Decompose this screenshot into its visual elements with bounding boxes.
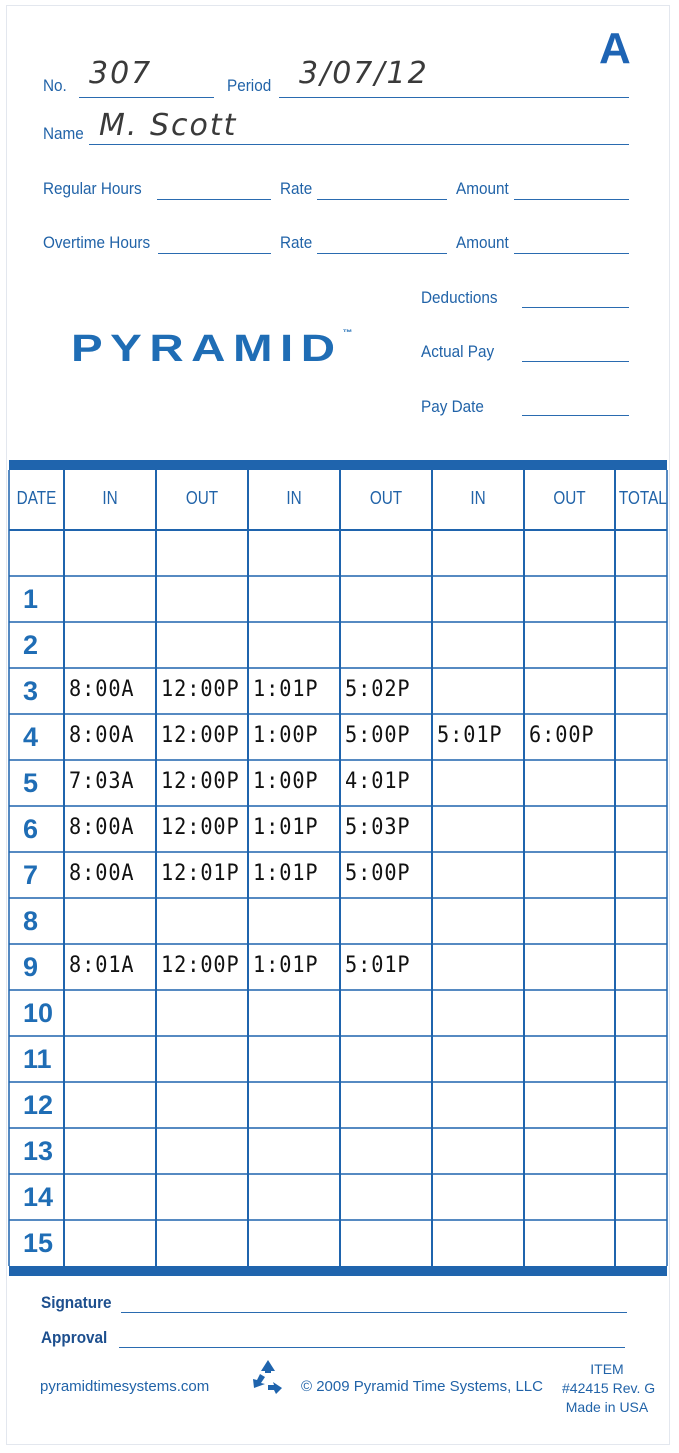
row-date: 15 [23,1228,54,1258]
table-bottom-band [9,1266,667,1276]
deductions-label: Deductions [421,288,498,307]
row-date: 8 [23,906,39,936]
punch-time-cell: 5:01P [345,953,411,978]
signature-line [121,1312,627,1313]
row-date: 9 [23,952,39,982]
approval-line [119,1347,625,1348]
logo-text: PYRAMID [71,328,343,370]
punch-time-cell: 5:01P [437,723,503,748]
logo-trademark: ™ [342,328,353,337]
header-in-1: IN [102,488,118,508]
row-date: 3 [23,676,39,706]
actual-pay-line [522,361,629,362]
pay-date-label: Pay Date [421,397,484,416]
punch-time-cell: 5:00P [345,861,411,886]
row-date: 11 [23,1044,52,1074]
row-date: 10 [23,998,54,1028]
row-date: 6 [23,814,39,844]
header-in-3: IN [470,488,486,508]
regular-hours-label: Regular Hours [43,179,142,198]
item-line-2: #42415 Rev. G [562,1380,656,1396]
actual-pay-label: Actual Pay [421,342,495,361]
overtime-rate-line [317,253,447,254]
row-date: 2 [23,630,39,660]
header-out-2: OUT [369,488,403,508]
overtime-amount-line [514,253,629,254]
card-letter: A [599,24,631,73]
punch-time-cell: 12:00P [161,815,240,840]
approval-label: Approval [41,1328,108,1347]
punch-time-cell: 1:01P [253,677,319,702]
punch-time-cell: 8:01A [69,953,135,978]
item-line-1: ITEM [590,1361,624,1377]
header-date: DATE [16,488,57,508]
number-line [79,97,214,98]
period-label: Period [227,76,272,95]
punch-time-cell: 1:00P [253,769,319,794]
punch-time-cell: 8:00A [69,723,135,748]
regular-rate-line [317,199,447,200]
name-label: Name [43,124,84,143]
item-line-3: Made in USA [565,1399,649,1415]
deductions-line [522,307,629,308]
punch-time-cell: 5:02P [345,677,411,702]
overtime-hours-label: Overtime Hours [43,233,151,252]
recycle-icon [248,1358,288,1401]
header-total: TOTAL [618,488,667,508]
row-date: 12 [23,1090,54,1120]
overtime-amount-label: Amount [456,233,509,252]
row-date: 13 [23,1136,54,1166]
item-block [562,1360,656,1417]
row-date: 4 [23,722,39,752]
punch-time-cell: 8:00A [69,815,135,840]
punch-time-cell: 6:00P [529,723,595,748]
row-date: 7 [23,860,39,890]
punch-time-cell: 1:01P [253,861,319,886]
name-value: M. Scott [99,108,238,143]
name-line [89,144,629,145]
punch-time-cell: 1:00P [253,723,319,748]
number-label: No. [43,76,67,95]
regular-amount-label: Amount [456,179,509,198]
punch-time-cell: 8:00A [69,861,135,886]
punch-time-cell: 4:01P [345,769,411,794]
punch-time-cell: 12:00P [161,769,240,794]
overtime-hours-line [158,253,271,254]
header-in-2: IN [286,488,302,508]
row-date: 5 [23,768,39,798]
time-card [6,5,670,1445]
number-value: 307 [89,56,153,91]
regular-amount-line [514,199,629,200]
row-date: 1 [23,584,39,614]
signature-label: Signature [41,1293,112,1312]
regular-hours-line [157,199,271,200]
period-value: 3/07/12 [299,56,429,91]
overtime-rate-label: Rate [280,233,313,252]
website-text: pyramidtimesystems.com [40,1378,210,1395]
punch-time-cell: 5:00P [345,723,411,748]
punch-time-cell: 5:03P [345,815,411,840]
pyramid-logo [71,328,353,371]
header-out-3: OUT [553,488,586,508]
table-top-band [9,460,667,470]
punch-time-cell: 12:00P [161,953,240,978]
header-out-1: OUT [185,488,219,508]
regular-rate-label: Rate [280,179,313,198]
punch-time-cell: 1:01P [253,953,319,978]
row-date: 14 [23,1182,54,1212]
copyright-text: © 2009 Pyramid Time Systems, LLC [301,1378,543,1395]
punch-time-cell: 12:00P [161,723,240,748]
punch-time-cell: 7:03A [69,769,135,794]
punch-time-cell: 12:00P [161,677,240,702]
pay-date-line [522,415,629,416]
punch-time-cell: 1:01P [253,815,319,840]
punch-time-cell: 12:01P [161,861,240,886]
punch-time-cell: 8:00A [69,677,135,702]
period-line [279,97,629,98]
